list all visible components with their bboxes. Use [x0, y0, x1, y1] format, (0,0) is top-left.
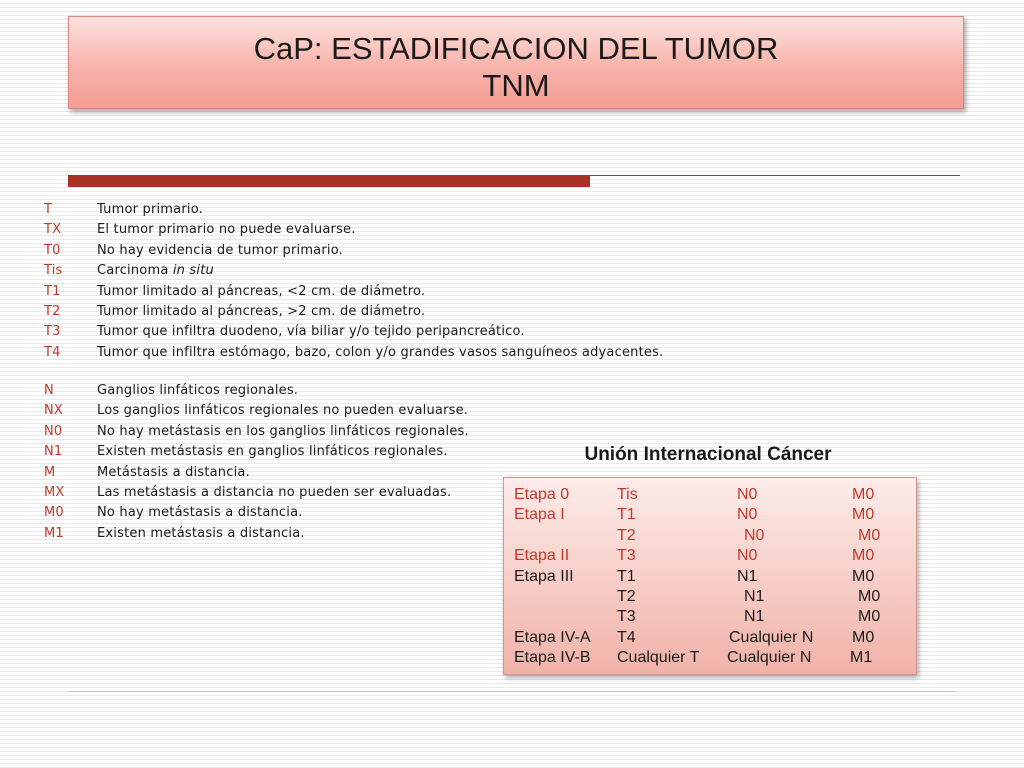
tnm-code: Tis: [44, 263, 63, 279]
stage-row: [504, 546, 916, 566]
stage-m: M0: [858, 608, 881, 626]
tnm-code: N: [44, 383, 54, 398]
uicc-heading: Unión Internacional Cáncer: [584, 444, 832, 465]
stage-m: M0: [858, 526, 881, 544]
stage-row: [504, 628, 916, 648]
tnm-code: T0: [44, 242, 61, 258]
italic-term: in situ: [172, 263, 214, 279]
stage-n: N1: [744, 608, 765, 626]
stage-n: Cualquier N: [727, 649, 812, 667]
stage-label: Etapa II: [514, 547, 570, 565]
stage-label: Etapa I: [514, 506, 565, 524]
stage-row: [504, 567, 916, 587]
tnm-code: M0: [44, 505, 64, 521]
stage-m: M0: [852, 628, 875, 646]
stage-m: M0: [852, 547, 875, 565]
stage-n: N0: [737, 506, 758, 524]
stage-row: [504, 485, 916, 505]
tnm-code: T2: [44, 303, 61, 319]
stage-row: [504, 587, 916, 607]
tnm-description: Los ganglios linfáticos regionales no pueden evaluarse.: [97, 403, 469, 419]
stage-m: M0: [852, 506, 875, 524]
tnm-description: Tumor limitado al páncreas, <2 cm. de diámetro.: [97, 283, 426, 299]
tnm-description: No hay evidencia de tumor primario.: [97, 242, 343, 258]
tnm-code: NX: [44, 403, 64, 419]
stage-m: M0: [852, 486, 875, 503]
stage-n: N0: [737, 547, 758, 565]
stage-label: Etapa IV-B: [514, 649, 591, 667]
tnm-code: T: [44, 202, 53, 217]
stage-t: Cualquier T: [617, 649, 700, 667]
divider-thick: [68, 175, 590, 187]
tnm-code: T4: [44, 344, 61, 360]
stage-t: T3: [617, 608, 636, 626]
stage-t: T2: [617, 588, 636, 605]
tnm-description: Ganglios linfáticos regionales.: [97, 383, 299, 398]
tnm-description: Tumor que infiltra estómago, bazo, colon y/o grandes vasos sanguíneos adyacentes.: [97, 344, 664, 360]
stage-t: Tis: [617, 486, 638, 503]
tnm-description: Carcinoma in situ: [97, 263, 214, 279]
slide-title-line1: CaP: ESTADIFICACION DEL TUMOR: [253, 31, 779, 66]
title-divider: [68, 175, 960, 187]
stage-row: [504, 607, 916, 627]
tnm-code: N1: [44, 444, 63, 460]
tnm-description: Existen metástasis en ganglios linfáticos regionales.: [97, 444, 448, 460]
stage-n: N0: [737, 486, 758, 503]
stage-row: [504, 648, 916, 668]
uicc-stage-table: [503, 477, 917, 675]
tnm-description: Tumor primario.: [97, 202, 203, 217]
tnm-description: Existen metástasis a distancia.: [97, 525, 305, 541]
stage-row: [504, 505, 916, 525]
slide-title-line2: TNM: [482, 68, 550, 103]
tnm-code: TX: [44, 222, 62, 238]
stage-t: T1: [617, 506, 636, 524]
tnm-description: Tumor limitado al páncreas, >2 cm. de diámetro.: [97, 303, 426, 319]
tnm-code: N0: [44, 423, 63, 439]
tnm-code: T1: [44, 283, 61, 299]
stage-n: N1: [737, 567, 758, 585]
stage-label: Etapa 0: [514, 486, 570, 503]
stage-t: T2: [617, 526, 636, 544]
stage-n: N1: [744, 588, 765, 605]
stage-m: M1: [850, 649, 873, 667]
tnm-code: M: [44, 464, 56, 480]
stage-row: [504, 526, 916, 546]
tnm-description: No hay metástasis en los ganglios linfáticos regionales.: [97, 423, 469, 439]
footer-divider: [68, 691, 956, 692]
stage-t: T3: [617, 547, 636, 565]
stage-n: Cualquier N: [729, 628, 814, 646]
tnm-description: Las metástasis a distancia no pueden ser evaluadas.: [97, 484, 452, 500]
tnm-code: T3: [44, 324, 61, 340]
tnm-code: M1: [44, 525, 64, 541]
stage-label: Etapa III: [514, 567, 574, 585]
tnm-description: El tumor primario no puede evaluarse.: [97, 222, 356, 238]
divider-thin: [590, 175, 960, 176]
tnm-description: Tumor que infiltra duodeno, vía biliar y/o tejido peripancreático.: [97, 324, 525, 340]
stage-m: M0: [852, 567, 875, 585]
stage-n: N0: [744, 526, 765, 544]
tnm-code: MX: [44, 484, 65, 500]
tnm-description: No hay metástasis a distancia.: [97, 505, 303, 521]
stage-m: M0: [858, 588, 881, 605]
stage-label: Etapa IV-A: [514, 628, 591, 646]
stage-t: T1: [617, 567, 636, 585]
tnm-description: Metástasis a distancia.: [97, 464, 250, 480]
slide-title-box: [68, 16, 964, 109]
stage-t: T4: [617, 628, 636, 646]
